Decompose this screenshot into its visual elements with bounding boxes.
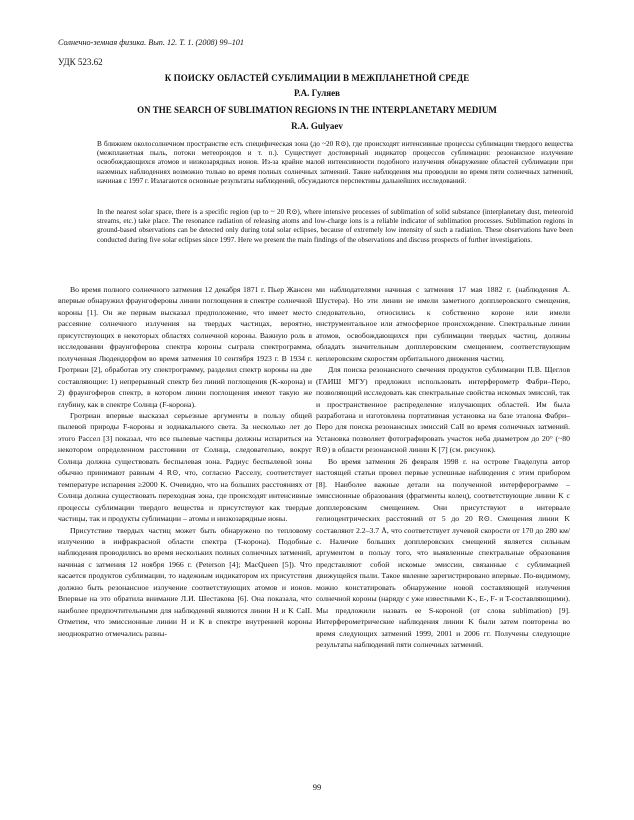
title-russian: К ПОИСКУ ОБЛАСТЕЙ СУБЛИМАЦИИ В МЕЖПЛАНЕТНОЙ СРЕДЕ: [164, 73, 470, 83]
abstract-english: In the nearest solar space, there is a specific region (up to ~ 20 R⊙), where intensive processes of sublimation of solid substance (interplanetary dust, meteoroid streams, etc.) take place. The resonance radiation of releasing atoms and low-charge ions is a reliable indicator of sublimation processes. Sublimation regions in ground-based observations can be detected only during total solar eclipses, because of extremely low intensity of such a radiation. These observations have been conducted during five solar eclipses since 1997. Here we present the main findings of the observations and discuss prospects of further investigations.: [97, 208, 573, 244]
title-english: ON THE SEARCH OF SUBLIMATION REGIONS IN THE INTERPLANETARY MEDIUM: [137, 105, 497, 115]
journal-header: Солнечно-земная физика. Вып. 12. Т. 1. (2008) 99–101: [58, 38, 244, 47]
body-paragraph: ми наблюдателями начиная с затмения 17 мая 1882 г. (наблюдения А. Шустера). Но эти линии не имели заметного допплеровского смещения, следовательно, относились к собственно короне или имели инструментальное или атмосферное происхождение. Спектральные линии атомов, освобождающихся при сублимации твердых частиц, должны обладать значительным допплеровским смещением, соответствующим кеплеровским скоростям орбитального движения частиц.: [316, 285, 570, 363]
body-paragraph: Во время затмения 26 февраля 1998 г. на острове Гваделупа автор настоящей статьи провел первые успешные наблюдения с этим прибором [8]. Наиболее важные детали на полученной интерферограмме – эмиссионные образования (фрагменты колец), соответствующие линии K с допплеровским смещением. Они присутствуют в интервале гелиоцентрических расстояний от 5 до 20 R⊙. Смещения линии K составляют 2.2–3.7 Å, что соответствует лучевой скорости от 170 до 280 км/с. Наличие больших допплеровских смещений является сильным аргументом в пользу того, что выявленные спектральные образования представляют собой искомые эмиссии, связанные с сублимацией движущейся пыли. Такое явление зарегистрировано впервые. По-видимому, можно констатировать обнаружение новой составляющей излучения солнечной короны (наряду с уже известными K-, E-, F- и T-составляющими). Мы предложили назвать ее S-короной (от слова sublimation) [9]. Интерферометрические наблюдения линии K были затем повторены во время следующих затмений 1999, 2001 и 2006 гг. Получены следующие результаты наблюдений пяти солнечных затмений.: [316, 456, 570, 650]
author-english: R.A. Gulyaev: [291, 121, 343, 131]
body-left-column: [58, 284, 312, 639]
udk-code: УДК 523.62: [58, 57, 103, 67]
body-paragraph: Присутствие твердых частиц может быть обнаружено по тепловому излучению в инфракрасной области спектра (T-корона). Подобные наблюдения проводились во время нескольких полных солнечных затмений, начиная с затмения 12 ноября 1966 г. (Peterson [4]; MacQueen [5]). Что касается продуктов сублимации, то надежным индикатором их присутствия должно быть резонансное излучение соответствующих атомов и ионов. Впервые на это обратила внимание Л.И. Шестакова [6]. Она показала, что наиболее предпочтительными для наблюдений являются линии H и K CaII. Отметим, что эмиссионные линии H и K в спектре внутренней короны неоднократно отмечались разны-: [58, 525, 312, 638]
abstract-russian: В ближнем околосолнечном пространстве есть специфическая зона (до ~20 R⊙), где происходят интенсивные процессы сублимации твердого вещества (межпланетная пыль, потоки метеороидов и т. п.). Существует достоверный индикатор процессов сублимации: резонансное излучение освобождающихся атомов и низкозарядных ионов. Из-за крайне малой интенсивности подобного излучения обнаружение областей сублимации при наземных наблюдениях возможно только во время полных солнечных затмений. Такие наблюдения мы проводили во время пяти солнечных затмений, начиная с 1997 г. Излагаются основные результаты наблюдений, обсуждаются перспективы дальнейших исследований.: [97, 140, 573, 185]
author-russian: Р.А. Гуляев: [293, 88, 341, 98]
body-right-column: [316, 284, 570, 651]
body-paragraph: Для поиска резонансного свечения продуктов сублимации П.В. Щеглов (ГАИШ МГУ) предложил использовать интерферометр Фабри–Перо, позволяющий исследовать как спектральные свойства искомых эмиссий, так и пространственное распределение излучающих областей. Им была разработана и изготовлена портативная установка на базе эталона Фабри–Перо для поиска резонансных эмиссий CaII во время солнечных затмений. Установка позволяет фотографировать участок неба диаметром до 20° (~80 R⊙) в области резонансной линии K [7] (см. рисунок).: [316, 365, 570, 455]
body-paragraph: Во время полного солнечного затмения 12 декабря 1871 г. Пьер Жансен впервые обнаружил фраунгоферовы линии поглощения в спектре солнечной короны [1]. Он же первым высказал предположение, что имеет место рассеяние солнечного излучения на твердых частицах, вероятно, присутствующих в некоторых областях солнечной короны. Важную роль в исследовании фраунгоферова спектра короны сыграла спектрограмма, полученная Людендорфом во время затмения 10 сентября 1923 г. В 1934 г. Гротриан [2], обработав эту спектрограмму, разделил спектр короны на две составляющие: 1) непрерывный спектр без линий поглощения (K-корона) и 2) фраунгоферов спектр, в котором линии поглощения имеют такую же глубину, как в спектре Солнца (F-корона).: [58, 285, 312, 409]
page-number: 99: [312, 782, 322, 792]
body-paragraph: Гротриан впервые высказал серьезные аргументы в пользу общей пылевой природы F-короны и зодиакального света. За несколько лет до этого Рассел [3] показал, что все пылевые частицы должны испариться на некотором определенном расстоянии от Солнца, следовательно, вокруг Солнца должна существовать беспылевая зона. Радиус беспылевой зоны обычно принимают равным 4 R⊙, что, согласно Расселу, соответствует температуре испарения ≥2000 K. Очевидно, что на больших расстояниях от Солнца должна существовать переходная зона, где происходят интенсивные процессы сублимации твердого вещества и присутствуют как твердые частицы, так и продукты сублимации – атомы и низкозарядные ионы.: [58, 410, 312, 524]
